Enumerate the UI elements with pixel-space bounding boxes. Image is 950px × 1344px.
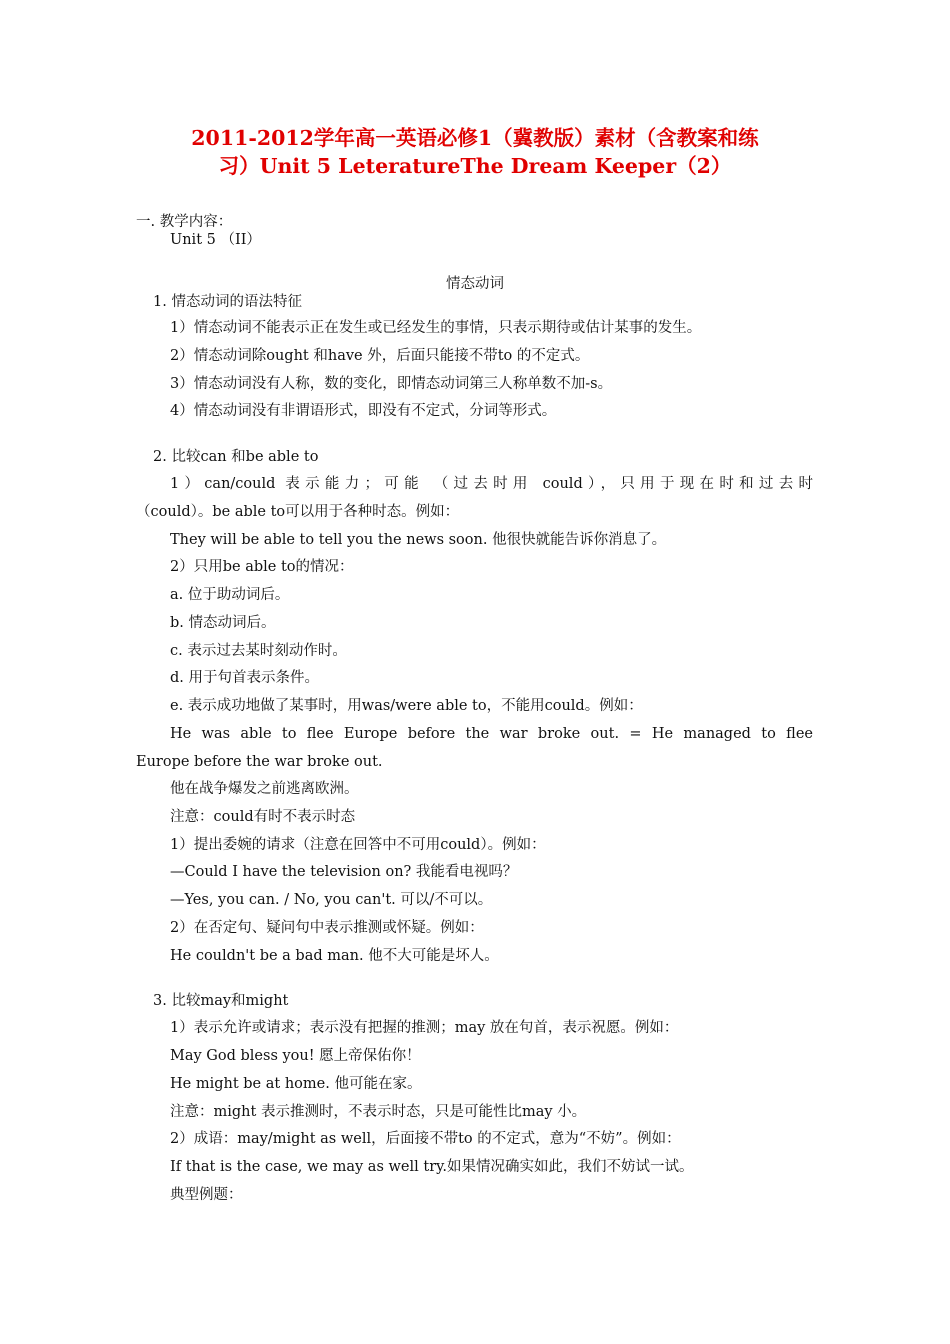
- document-title-line-2: 习）Unit 5 LeteratureThe Dream Keeper（2）: [218, 154, 732, 178]
- example-line: They will be able to tell you the news soon. 他很快就能告诉你消息了。: [170, 532, 667, 548]
- topic-heading: 情态动词: [446, 276, 504, 292]
- example-line: If that is the case, we may as well try.如果情况确实如此，我们不妨试一试。: [170, 1159, 694, 1175]
- text-line: 2）只用be able to的情况：: [170, 559, 354, 575]
- text-line: c. 表示过去某时刻动作时。: [170, 643, 347, 659]
- typical-examples-heading: 典型例题：: [170, 1187, 243, 1203]
- example-line: He might be at home. 他可能在家。: [170, 1076, 422, 1092]
- text-line: 1）提出委婉的请求（注意在回答中不可用could）。例如：: [170, 837, 546, 853]
- unit-label: Unit 5 （II）: [170, 232, 261, 248]
- example-line: He was able to flee Europe before the war broke out. = He managed to flee: [170, 726, 813, 742]
- example-line: —Could I have the television on? 我能看电视吗？: [170, 864, 518, 880]
- subsection-heading: 2. 比较can 和be able to: [153, 449, 319, 465]
- text-line: 1）表示允许或请求；表示没有把握的推测；may 放在句首，表示祝愿。例如：: [170, 1020, 679, 1036]
- text-line: 4）情态动词没有非谓语形式，即没有不定式，分词等形式。: [170, 403, 557, 419]
- note-line: 注意：could有时不表示时态: [170, 809, 356, 825]
- document-title-line-1: 2011-2012学年高一英语必修1（冀教版）素材（含教案和练: [191, 126, 759, 150]
- example-line: May God bless you! 愿上帝保佑你！: [170, 1048, 421, 1064]
- example-line: He couldn't be a bad man. 他不大可能是坏人。: [170, 948, 499, 964]
- translation-line: 他在战争爆发之前逃离欧洲。: [170, 781, 359, 797]
- text-line: d. 用于句首表示条件。: [170, 670, 319, 686]
- text-line: b. 情态动词后。: [170, 615, 276, 631]
- subsection-heading: 1. 情态动词的语法特征: [153, 294, 302, 310]
- example-line: —Yes, you can. / No, you can't. 可以/不可以。: [170, 892, 493, 908]
- text-line: 2）成语：may/might as well，后面接不带to 的不定式，意为“不妨”。例如：: [170, 1131, 681, 1147]
- subsection-heading: 3. 比较may和might: [153, 993, 289, 1009]
- text-line: 2）在否定句、疑问句中表示推测或怀疑。例如：: [170, 920, 484, 936]
- text-line: 1）情态动词不能表示正在发生或已经发生的事情，只表示期待或估计某事的发生。: [170, 320, 702, 336]
- note-line: 注意：might 表示推测时，不表示时态，只是可能性比may 小。: [170, 1104, 587, 1120]
- example-line: Europe before the war broke out.: [136, 754, 383, 770]
- section-heading: 一. 教学内容：: [136, 214, 233, 230]
- text-line: （could）。be able to可以用于各种时态。例如：: [136, 504, 460, 520]
- text-line: 1）can/could 表示能力；可能 （过去时用 could），只用于现在时和过去时: [170, 476, 813, 492]
- text-line: 2）情态动词除ought 和have 外，后面只能接不带to 的不定式。: [170, 348, 590, 364]
- text-line: 3）情态动词没有人称，数的变化，即情态动词第三人称单数不加-s。: [170, 376, 613, 392]
- text-line: a. 位于助动词后。: [170, 587, 290, 603]
- text-line: e. 表示成功地做了某事时，用was/were able to，不能用could。例如：: [170, 698, 643, 714]
